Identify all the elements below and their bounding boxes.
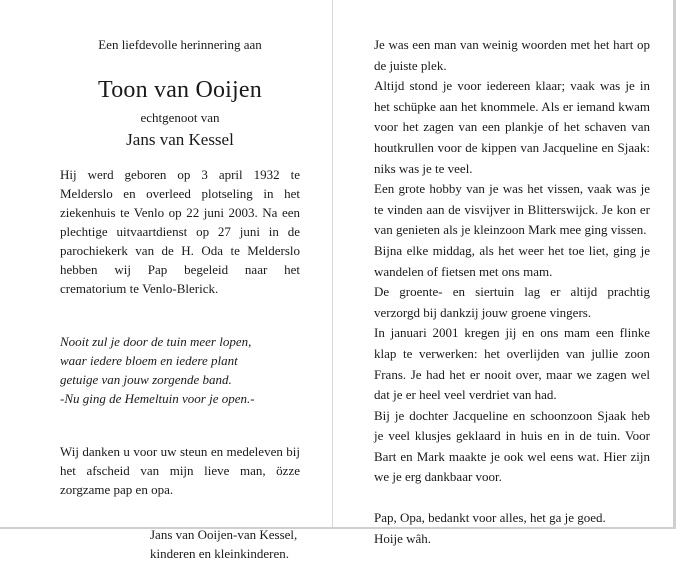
- poem-line: Nooit zul je door de tuin meer lopen,: [60, 334, 252, 349]
- spouse-name: Jans van Kessel: [126, 130, 234, 149]
- thanks-paragraph: Wij danken u voor uw steun en medeleven bij het afscheid van mijn lieve man, özze zorgzame pap en opa.: [60, 444, 300, 497]
- center-fold: [332, 0, 333, 529]
- spouse-of-label: echtgenoot van: [140, 110, 220, 125]
- intro-line: Een liefdevolle herinnering aan: [98, 37, 262, 52]
- deceased-name: Toon van Ooijen: [98, 77, 262, 103]
- signature-line: Jans van Ooijen-van Kessel,: [150, 527, 298, 542]
- memory-paragraph: Een grote hobby van je was het vissen, vaak was je te vinden aan de visvijver in Blitterswijck. Je kon er van genieten als je kleinzoon Mark mee ging vissen.: [374, 181, 650, 238]
- spacer: [374, 488, 650, 508]
- memory-paragraph: De groente- en siertuin lag er altijd prachtig verzorgd bij dankzij jouw groene vingers.: [374, 284, 650, 320]
- right-page: [374, 35, 650, 549]
- memory-paragraph: Je was een man van weinig woorden met het hart op de juiste plek.: [374, 37, 650, 73]
- poem-line: getuige van jouw zorgende band.: [60, 372, 232, 387]
- memory-paragraph: Bijna elke middag, als het weer het toe liet, ging je wandelen of fietsen met ons mam.: [374, 242, 650, 279]
- signature-block: [150, 525, 300, 563]
- poem-line: -Nu ging de Hemeltuin voor je open.-: [60, 391, 255, 406]
- left-page: [60, 35, 300, 563]
- poem-line: waar iedere bloem en iedere plant: [60, 353, 238, 368]
- memory-paragraph: Bij je dochter Jacqueline en schoonzoon Sjaak heb je veel klusjes geklaard in huis en in de tuin. Voor Bart en Mark maakte je ook wel eens wat. Hier zijn we je erg dankbaar voor.: [374, 407, 650, 485]
- biography-paragraph: Hij werd geboren op 3 april 1932 te Melderslo en overleed plotseling in het ziekenhuis te Venlo op 22 juni 2003. Na een plechtige uitvaartdienst op 27 juni in de parochiekerk van de H. Oda te Melderslo hebben wij Pap begeleid naar het crematorium te Venlo-Blerick.: [60, 167, 300, 296]
- memory-paragraph: In januari 2001 kregen jij en ons mam een flinke klap te verwerken: het overlijden van jullie zoon Frans. Je had het er nooit over, maar we zagen wel dat je er heel veel verdriet van had.: [374, 325, 650, 403]
- closing-line: Hoije wâh.: [374, 530, 432, 546]
- memory-paragraph: Altijd stond je voor iedereen klaar; vaak was je in het schüpke aan het knommele. Als er iemand kwam voor het zagen van een plankje of het schaven van houtkrullen voor de kippen van Jacqueline en Sjaak: niks was je te veel.: [374, 78, 650, 176]
- poem: [60, 332, 300, 408]
- signature-line: kinderen en kleinkinderen.: [150, 546, 289, 561]
- closing-line: Pap, Opa, bedankt voor alles, het ga je goed.: [374, 510, 606, 526]
